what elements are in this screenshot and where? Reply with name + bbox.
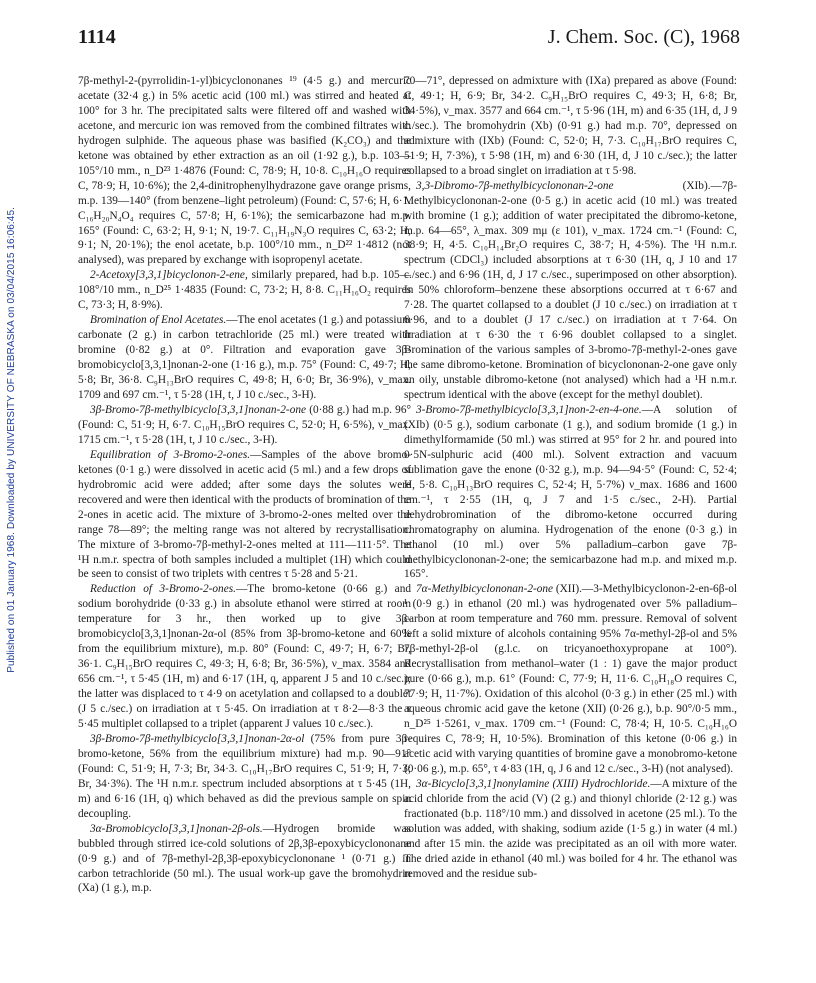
paragraph: 3-Bromo-7β-methylbicyclo[3,3,1]non-2-en-4-one.—A solution of (XIb) (0·5 g.), sodium carbonate (1 g.), and sodium bromide (1 g.) in dimethylformamide (50 ml.) was stirred at 95° for 2 hr. and poured into 0·5N-sulphuric acid (400 ml.). Solvent extraction and vacuum sublimation gave the enone (0·32 g.), m.p. 94—94·5° (Found: C, 52·4; H, 5·8. C₁₀H₁₃BrO requires C, 52·4; H, 5·7%) ν_max. 1686 and 1600 cm.⁻¹, τ 2·55 (1H, q, J 7 and 1·5 c./sec., 2-H). Partial dehydrobromination of the dibromo-ketone occurred during chromatography on alumina. Hydrogenation of the enone (0·3 g.) in ethanol (10 ml.) over 5% palladium–carbon gave 7β-methylbicyclononan-2-one; the semicarbazone had m.p. and mixed m.p. 165°. xyxy=(404,403,737,581)
paragraph: Bromination of Enol Acetates.—The enol acetates (1 g.) and potassium carbonate (2 g.) in carbon tetrachloride (25 ml.) were treated with bromine (0·82 g.) at 0°. Filtration and evaporation gave 3β-bromobicyclo[3,3,1]nonan-2-one (1·16 g.), m.p. 75° (Found: C, 49·7; H, 5·8; Br, 36·8. C₉H₁₃BrO requires C, 49·8; H, 6·0; Br, 36·9%), ν_max. 1709 and 697 cm.⁻¹, τ 5·28 (1H, t, J 10 c./sec., 3-H). xyxy=(78,314,411,402)
paragraph: Equilibration of 3-Bromo-2-ones.—Samples of the above bromo-ketones (0·1 g.) were dissolved in acetic acid (5 ml.) and a few drops of hydrobromic acid were added; after some days the solutes were recovered and were then identical with the products of bromination of the 2-ones in acetic acid. The mixture of 3-bromo-2-ones melted over the range 78—89°; the melting range was not altered by recrystallisation. The mixture of 3-bromo-7β-methyl-2-ones melted at 111—111·5°. The ¹H n.m.r. spectra of both samples included a multiplet (1H) which could be seen to consist of two triplets with centres τ 5·28 and 5·21. xyxy=(78,448,411,581)
section-heading: 7α-Methylbicyclononan-2-one xyxy=(416,583,554,596)
section-heading: Equilibration of 3-Bromo-2-ones. xyxy=(90,448,251,461)
paragraph: 2-Acetoxy[3,3,1]bicyclonon-2-ene, similarly prepared, had b.p. 105—108°/10 mm., n_D²⁵ 1·4835 (Found: C, 73·2; H, 8·8. C₁₁H₁₆O₂ requires C, 73·3; H, 8·9%). xyxy=(78,269,411,312)
section-heading: 3,3-Dibromo-7β-methylbicyclononan-2-one xyxy=(416,179,614,192)
section-heading: 3α-Bromobicyclo[3,3,1]nonan-2β-ols. xyxy=(90,822,263,835)
download-stamp-text: Published on 01 January 1968. Downloaded by UNIVERSITY OF NEBRASKA on 03/04/2015 16:06:45. xyxy=(5,207,17,673)
paragraph: 7β-methyl-2-(pyrrolidin-1-yl)bicyclononanes ¹⁹ (4·5 g.) and mercuric acetate (32·4 g.) in 5% acetic acid (100 ml.) was stirred and heated at 100° for 3 hr. The precipitated salts were filtered off and washed with acetone, and mercuric ion was removed from the combined filtrates with hydrogen sulphide. The aqueous phase was basified (K₂CO₃) and the ketone was obtained by ether extraction as an oil (1·92 g.), b.p. 103—105°/10 mm., n_D²³ 1·4876 (Found: C, 78·9; H, 10·8. C₁₀H₁₆O requires C, 78·9; H, 10·6%); the 2,4-dinitrophenylhydrazone gave orange prisms, m.p. 139—140° (from benzene–light petroleum) (Found: C, 57·6; H, 6·1. C₁₆H₂₀N₄O₄ requires C, 57·8; H, 6·1%); the semicarbazone had m.p. 165° (Found: C, 63·2; H, 9·1; N, 19·7. C₁₁H₁₉N₃O requires C, 63·2; H, 9·1; N, 20·1%); the enol acetate, b.p. 100°/10 mm., n_D²² 1·4812 (not analysed), was prepared by exchange with isopropenyl acetate. xyxy=(78,75,411,267)
page-header xyxy=(78,26,740,60)
paragraph: 3α-Bromobicyclo[3,3,1]nonan-2β-ols.—Hydrogen bromide was bubbled through stirred ice-cold solutions of 2β,3β-epoxybicyclononane (0·9 g.) and of 7β-methyl-2β,3β-epoxybicyclononane ¹ (0·71 g.) in carbon tetrachloride (50 ml.). The usual work-up gave the bromohydrin (Xa) (1 g.), m.p. xyxy=(78,822,411,895)
section-heading: 3-Bromo-7β-methylbicyclo[3,3,1]non-2-en-4-one. xyxy=(416,403,642,416)
page-number: 1114 xyxy=(78,26,116,48)
paragraph: 3,3-Dibromo-7β-methylbicyclononan-2-one (XIb).—7β-Methylbicyclononan-2-one (0·5 g.) in acetic acid (10 ml.) was treated with bromine (1 g.); addition of water precipitated the dibromo-ketone, m.p. 64—65°, λ_max. 309 mμ (ε 101), ν_max. 1724 cm.⁻¹ (Found: C, 38·9; H, 4·5. C₁₀H₁₄Br₂O requires C, 38·7; H, 4·5%). The ¹H n.m.r. spectrum (CDCl₃) included absorptions at τ 6·30 (1H, q, J 10 and 17 c./sec.) and 6·96 (1H, d, J 17 c./sec., superimposed on other absorption). In 50% chloroform–benzene these absorptions occurred at τ 6·67 and 7·28. The quartet collapsed to a doublet (J 10 c./sec.) on irradiation at τ 6·96, and to a doublet (J 17 c./sec.) on irradiation at τ 7·64. On irradiation at τ 6·30 the τ 6·96 doublet collapsed to a singlet. Bromination of the various samples of 3-bromo-7β-methyl-2-ones gave the same dibromo-ketone. Bromination of bicyclononan-2-one gave only an oily, unstable dibromo-ketone (not analysed) which had a ¹H n.m.r. spectrum identical with the above (except for the methyl doublet). xyxy=(404,179,737,402)
paragraph: Reduction of 3-Bromo-2-ones.—The bromo-ketone (0·66 g.) and sodium borohydride (0·33 g.) in absolute ethanol were stirred at room temperature for 3 hr., then worked up to give 3β-bromobicyclo[3,3,1]nonan-2α-ol (85% from 3β-bromo-ketone and 60% from the equilibrium mixture), m.p. 80° (Found: C, 49·7; H, 6·7; Br, 36·1. C₉H₁₅BrO requires C, 49·3; H, 6·8; Br, 36·5%), ν_max. 3584 and 656 cm.⁻¹, τ 5·45 (1H, m) and 6·17 (1H, q, apparent J 5 and 10 c./sec.); the latter was displaced to τ 4·9 on acetylation and collapsed to a doublet (J 5 c./sec.) on irradiation at τ 5·45. On irradiation at τ 8·2—8·3 the τ 5·45 multiplet collapsed to a triplet (apparent J values 10 c./sec.). xyxy=(78,583,411,730)
section-heading: 3β-Bromo-7β-methylbicyclo[3,3,1]nonan-2-one xyxy=(90,403,307,416)
section-heading: 3β-Bromo-7β-methylbicyclo[3,3,1]nonan-2α-ol xyxy=(90,732,305,745)
paragraph: 3β-Bromo-7β-methylbicyclo[3,3,1]nonan-2α-ol (75% from pure 3β-bromo-ketone, 56% from the equilibrium mixture) had m.p. 90—91° (Found: C, 51·9; H, 7·3; Br, 34·3. C₁₀H₁₇BrO requires C, 51·9; H, 7·3; Br, 34·3%). The ¹H n.m.r. spectrum included absorptions at τ 5·45 (1H, m) and 6·16 (1H, q) which behaved as did the previous sample on spin decoupling. xyxy=(78,732,411,820)
paragraph: 70—71°, depressed on admixture with (IXa) prepared as above (Found: C, 49·1; H, 6·9; Br, 34·2. C₉H₁₅BrO requires C, 49·3; H, 6·8; Br, 34·5%), ν_max. 3577 and 664 cm.⁻¹, τ 5·96 (1H, m) and 6·35 (1H, d, J 9 c./sec.). The bromohydrin (Xb) (0·91 g.) had m.p. 70°, depressed on admixture with (IXb) (Found: C, 52·0; H, 7·3. C₁₀H₁₇BrO requires C, 51·9; H, 7·3%), τ 5·98 (1H, m) and 6·30 (1H, d, J 10 c./sec.); the latter collapsed to a broad singlet on irradiation at τ 5·98. xyxy=(404,75,737,177)
download-stamp xyxy=(2,120,20,760)
left-column xyxy=(78,74,411,979)
journal-reference: J. Chem. Soc. (C), 1968 xyxy=(547,26,740,48)
paragraph: 3β-Bromo-7β-methylbicyclo[3,3,1]nonan-2-one (0·88 g.) had m.p. 96° (Found: C, 51·9; H, 6·7. C₁₀H₁₅BrO requires C, 52·0; H, 6·5%), ν_max. 1715 cm.⁻¹, τ 5·28 (1H, t, J 10 c./sec., 3-H). xyxy=(78,403,411,446)
paragraph: 7α-Methylbicyclononan-2-one (XII).—3-Methylbicyclonon-2-en-6β-ol ¹ (0·9 g.) in ethanol (20 ml.) was hydrogenated over 5% palladium–carbon at room temperature and 760 mm. pressure. Removal of solvent left a solid mixture of alcohols containing 95% 7α-methyl-2β-ol and 5% 7β-methyl-2β-ol (g.l.c. on tricyanoethoxypropane at 100°). Recrystallisation from methanol–water (1 : 1) gave the major product pure (0·66 g.), m.p. 61° (Found: C, 77·9; H, 11·6. C₁₀H₁₈O requires C, 77·9; H, 11·7%). Oxidation of this alcohol (0·3 g.) in ether (25 ml.) with aqueous chromic acid gave the ketone (XII) (0·26 g.), b.p. 90°/0·5 mm., n_D²⁵ 1·5261, ν_max. 1709 cm.⁻¹ (Found: C, 78·4; H, 10·5. C₁₀H₁₆O requires C, 78·9; H, 10·5%). Bromination of this ketone (0·06 g.) in acetic acid with varying quantities of bromine gave a monobromo-ketone (0·06 g.), m.p. 65°, τ 4·83 (1H, q, J 6 and 12 c./sec., 3-H) (not analysed). xyxy=(404,583,737,775)
section-heading: Bromination of Enol Acetates. xyxy=(90,314,227,327)
section-heading: Reduction of 3-Bromo-2-ones. xyxy=(90,583,236,596)
section-heading: 2-Acetoxy[3,3,1]bicyclonon-2-ene, xyxy=(90,269,248,282)
section-heading: 3α-Bicyclo[3,3,1]nonylamine (XIII) Hydrochloride. xyxy=(416,777,651,790)
paragraph: 3α-Bicyclo[3,3,1]nonylamine (XIII) Hydrochloride.—A mixture of the acid chloride from the acid (V) (2 g.) and thionyl chloride (2·12 g.) was fractionated (b.p. 118°/10 mm.) and dissolved in acetone (25 ml.). To the solution was added, with shaking, sodium azide (1·5 g.) in water (4 ml.) and after 15 min. the azide was precipitated as an oil with more water. The dried azide in ethanol (40 ml.) was boiled for 4 hr. The ethanol was removed and the residue sub- xyxy=(404,777,737,880)
right-column xyxy=(404,74,737,979)
